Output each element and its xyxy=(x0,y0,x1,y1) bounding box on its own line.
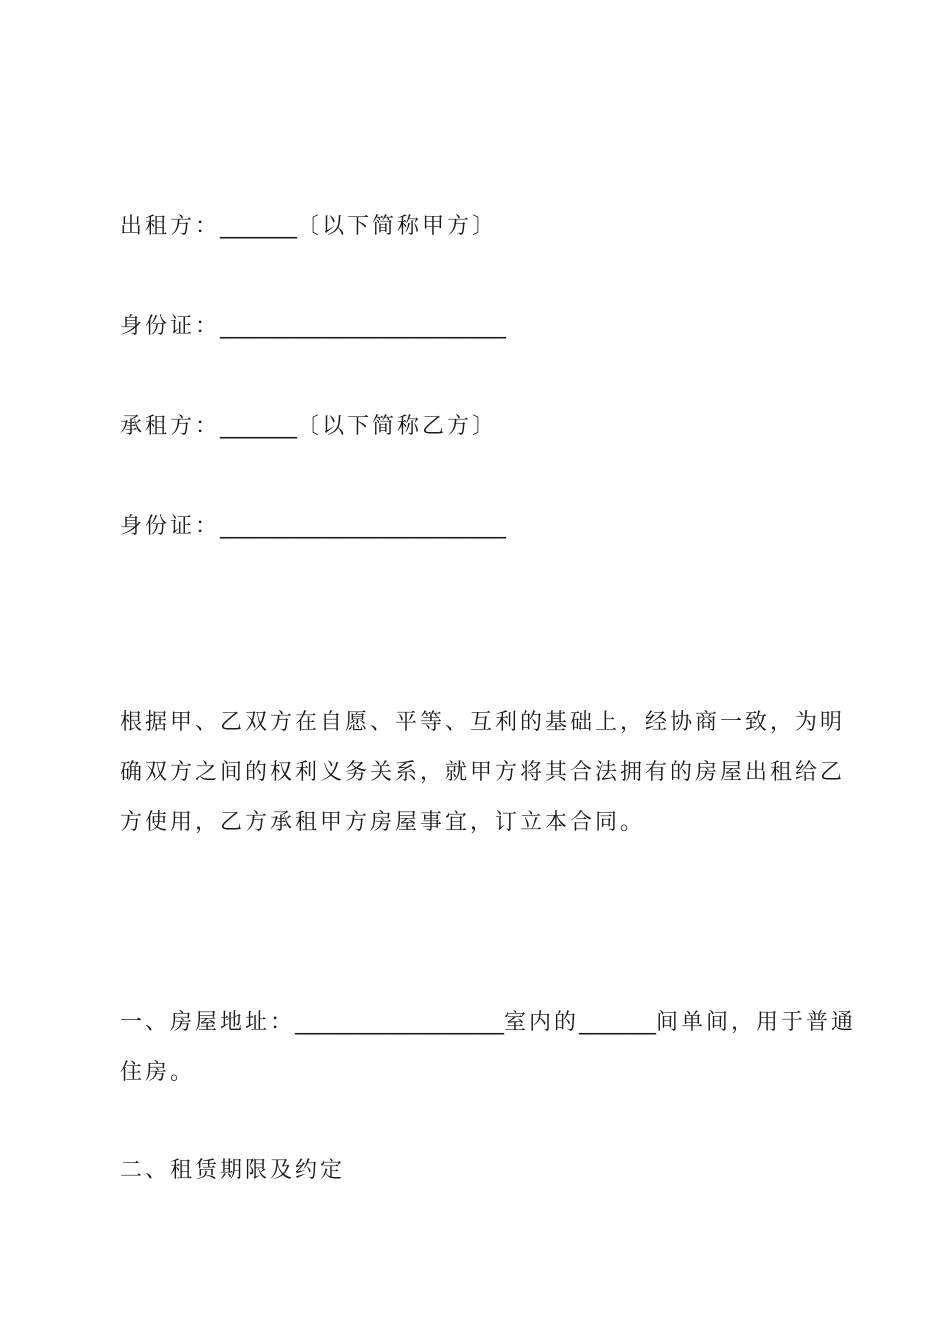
lessee-id-blank: __________________________ xyxy=(220,514,507,539)
preamble-line: 根据甲、乙双方在自愿、平等、互利的基础上，经协商一致，为明 xyxy=(120,710,846,735)
lessee-line xyxy=(120,402,832,452)
lessee-label: 承租方： xyxy=(120,414,221,439)
lessor-note: 〔以下简称甲方〕 xyxy=(297,214,498,239)
lessor-id-blank: __________________________ xyxy=(220,314,507,339)
lessor-line xyxy=(120,202,832,252)
preamble-line: 方使用，乙方承租甲方房屋事宜，订立本合同。 xyxy=(120,810,646,835)
lessor-name-blank: _______ xyxy=(220,214,298,239)
section-1-label: 一、房屋地址： xyxy=(120,1010,296,1035)
section-1-text-1: 室内的 xyxy=(504,1010,580,1035)
lessee-id-line xyxy=(120,502,832,552)
section-1-continuation: 住房。 xyxy=(120,1060,196,1085)
lessor-label: 出租方： xyxy=(120,214,221,239)
preamble-line: 确双方之间的权利义务关系，就甲方将其合法拥有的房屋出租给乙 xyxy=(120,760,846,785)
lessee-name-blank: _______ xyxy=(220,414,298,439)
section-1-line xyxy=(120,998,857,1048)
room-count-blank: _______ xyxy=(579,1010,657,1035)
preamble-paragraph xyxy=(120,698,846,848)
address-blank: ___________________ xyxy=(295,1010,505,1035)
lessee-id-label: 身份证： xyxy=(120,514,221,539)
section-2-heading: 二、租赁期限及约定 xyxy=(120,1158,346,1183)
section-1-text-2: 间单间，用于普通 xyxy=(656,1010,857,1035)
lessee-note: 〔以下简称乙方〕 xyxy=(297,414,498,439)
lessor-id-line xyxy=(120,302,832,352)
section-1-house-address xyxy=(120,998,857,1098)
lessor-id-label: 身份证： xyxy=(120,314,221,339)
